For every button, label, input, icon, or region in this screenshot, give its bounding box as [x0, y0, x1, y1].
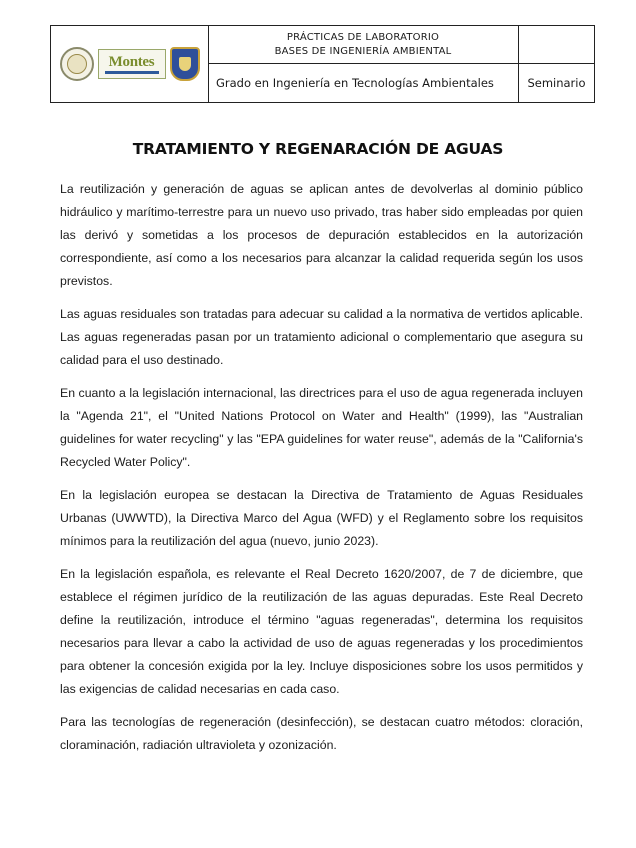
header-table [50, 25, 595, 103]
paragraph-6: Para las tecnologías de regeneración (desinfección), se destacan cuatro métodos: cloración, cloraminación, radiación ultravioleta y ozonización. [60, 715, 583, 752]
university-seal-icon [60, 47, 94, 81]
header-title-cell [208, 26, 519, 64]
paragraph-5: En la legislación española, es relevante el Real Decreto 1620/2007, de 7 de diciembre, que establece el régimen jurídico de la reutilización de las aguas depuradas. Este Real Decreto define la reutilización, introduce el término "aguas regeneradas", determina los requisitos necesarios para llevar a cabo la actividad de uso de aguas regeneradas y los procedimientos para obtener la concesión exigida por la ley. Incluye disposiciones sobre los usos permitidos y las exigencias de calidad necesarias en cada caso. [60, 567, 583, 696]
logo-cell [51, 26, 209, 102]
header-line-1: PRÁCTICAS DE LABORATORIO [286, 32, 440, 43]
degree-name: Grado en Ingeniería en Tecnologías Ambientales [208, 64, 519, 102]
header-empty-cell [519, 26, 594, 64]
montes-logo [98, 49, 166, 79]
montes-logo-text: Montes [108, 53, 155, 70]
document-title: TRATAMIENTO Y REGENARACIÓN DE AGUAS [132, 140, 504, 158]
paragraph-2: Las aguas residuales son tratadas para adecuar su calidad a la normativa de vertidos aplicable. Las aguas regeneradas pasan por un tratamiento adicional o complementario que asegura su calidad para el uso destinado. [60, 307, 583, 367]
crest-icon [170, 47, 200, 81]
paragraph-1: La reutilización y generación de aguas se aplican antes de devolverlas al dominio público hidráulico y marítimo-terrestre para un nuevo uso privado, tras haber sido empleadas por quien las derivó y sometidas a los procesos de depuración establecidos en la autorización correspondiente, así como a los necesarios para alcanzar la calidad requerida según los usos previstos. [60, 182, 583, 288]
header-line-2: BASES DE INGENIERÍA AMBIENTAL [274, 46, 452, 57]
session-type: Seminario [527, 76, 586, 90]
paragraph-4: En la legislación europea se destacan la Directiva de Tratamiento de Aguas Residuales Urbanas (UWWTD), la Directiva Marco del Agua (WFD) y el Reglamento sobre los requisitos mínimos para la reutilización del agua (nuevo, junio 2023). [60, 488, 583, 548]
document-body [60, 178, 583, 767]
paragraph-3: En cuanto a la legislación internacional, las directrices para el uso de agua regenerada incluyen la "Agenda 21", el "United Nations Protocol on Water and Health" (1999), las "Australian guidelines for water recycling" y las "EPA guidelines for water reuse", además de la "California's Recycled Water Policy". [60, 386, 583, 469]
